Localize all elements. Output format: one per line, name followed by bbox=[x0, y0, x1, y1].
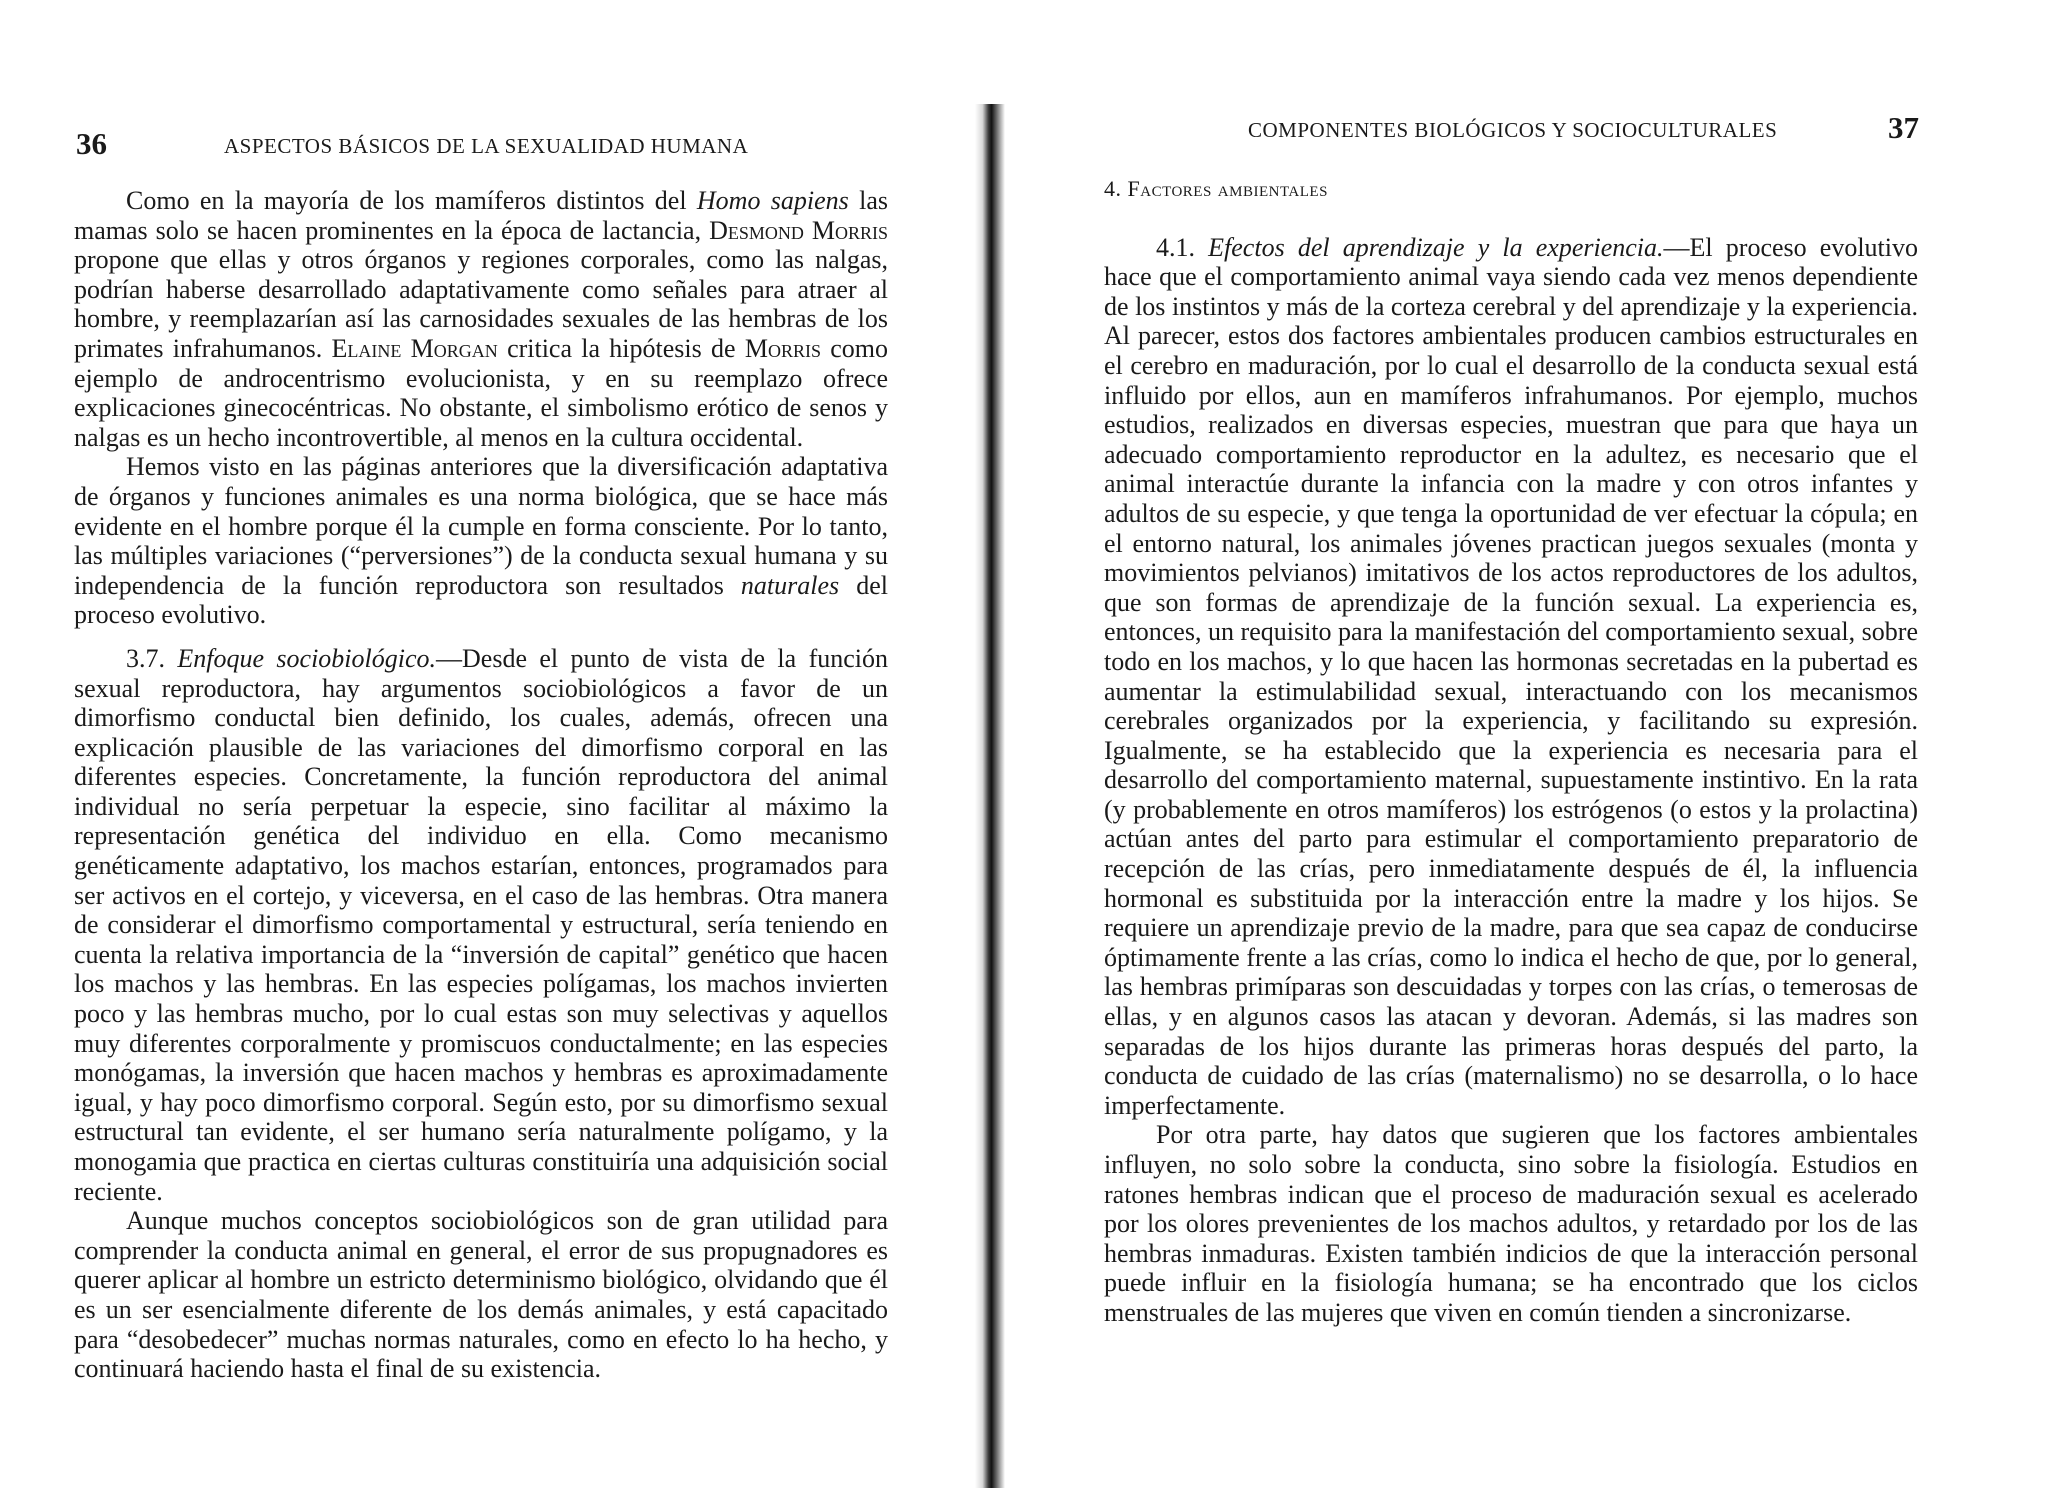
paragraph bbox=[74, 452, 888, 630]
text-run: critica la hipótesis de bbox=[497, 333, 745, 363]
text-run: las mamas solo se hacen prominentes en la época de lactancia, bbox=[74, 186, 888, 245]
section-heading: Enfoque sociobiológico. bbox=[177, 643, 437, 673]
author-name: Morris bbox=[744, 333, 821, 363]
running-head: ASPECTOS BÁSICOS DE LA SEXUALIDAD HUMANA bbox=[224, 134, 749, 158]
italic-term: Homo sapiens bbox=[696, 186, 849, 215]
page-number: 36 bbox=[76, 126, 107, 161]
paragraph: Por otra parte, hay datos que sugieren que los factores ambientales influyen, no solo sobre la conducta, sino sobre la fisiología. Estudios en ratones hembras indican que el proceso de maduración sexual es acelerado por los olores prevenientes de los machos adultos, y retardado por los de las hembras inmaduras. Existen también indicios de que la interacción personal puede influir en la fisiología humana; se ha encontrado que los ciclos menstruales de las mujeres que viven en común tienden a sincronizarse. bbox=[1104, 1120, 1918, 1327]
section-heading: Efectos del aprendizaje y la experiencia. bbox=[1208, 232, 1664, 262]
text-column bbox=[74, 186, 888, 1384]
section-number: 4.1. bbox=[1156, 232, 1209, 262]
text-run: Hemos visto en las páginas anteriores que la diversificación adaptativa de órganos y funciones animales es una norma biológica, que se hace más evidente en el hombre porque él la cumple en forma consciente. Por lo tanto, las múltiples variaciones (“perversiones”) de la conducta sexual humana y su independencia de la función reproductora son resultados bbox=[74, 452, 888, 600]
text-run: —El proceso evolutivo hace que el comportamiento animal vaya siendo cada vez menos dependiente de los instintos y más de la corteza cerebral y del aprendizaje y la experiencia. Al parecer, estos dos factores ambientales producen cambios estructurales en el cerebro en maduración, por lo cual el desarrollo de la conducta sexual está influido por ellos, aun en mamíferos infrahumanos. Por ejemplo, muchos estudios, realizados en diversas especies, muestran que para que haya un adecuado comportamiento reproductor en la adultez, es necesario que el animal interactúe durante la infancia con la madre y con otros infantes y adultos de su especie, y que tenga la oportunidad de ver efectuar la cópula; en el entorno natural, los animales jóvenes practican juegos sexuales (monta y movimientos pelvianos) imitativos de los actos reproductores de los adultos, que son formas de aprendizaje de la función sexual. La experiencia es, entonces, un requisito para la manifestación del comportamiento sexual, sobre todo en los machos, y lo que hacen las hormonas secretadas en la pubertad es aumentar la estimulabilidad sexual, interactuando con los mecanismos cerebrales organizados por la experiencia, y facilitando su expresión. Igualmente, se ha establecido que la experiencia es necesaria para el desarrollo del comportamiento maternal, supuestamente instintivo. En la rata (y probablemente en otros mamíferos) los estrógenos (o estos y la prolactina) actúan antes del parto para estimular el comportamiento preparatorio de recepción de las crías, pero inmediatamente después de él, la influencia hormonal es substituida por la interacción entre la madre y los hijos. Se requiere un aprendizaje previo de la madre, para que sea capaz de conducirse óptimamente frente a las crías, como lo indica el hecho de que, por lo general, las hembras primíparas son descuidadas y torpes con las crías, o temerosas de ellas, y en algunos casos las atacan y devoran. Además, si las madres son separadas de los hijos durante las primeras horas después del parto, la conducta de cuidado de las crías (maternalismo) no se desarrolla, o lo hace imperfectamente. bbox=[1104, 232, 1919, 1120]
left-page bbox=[0, 0, 990, 1492]
text-column bbox=[1104, 174, 1918, 1328]
author-name: Elaine Morgan bbox=[331, 333, 498, 363]
text-run: propone que ellas y otros órganos y regiones corporales, como las nalgas, podrían haberse desarrollado adaptativamente como señales para atraer al hombre, y reemplazarían así las carnosidades sexuales de las hembras de los primates infrahumanos. bbox=[74, 245, 888, 363]
text-run: del proceso evolutivo. bbox=[74, 570, 888, 630]
running-head: COMPONENTES BIOLÓGICOS Y SOCIOCULTURALES bbox=[1248, 118, 1778, 142]
section-title: 4. Factores ambientales bbox=[1104, 176, 1328, 201]
paragraph bbox=[74, 186, 888, 452]
italic-term: naturales bbox=[740, 570, 840, 600]
text-run: Como en la mayoría de los mamíferos distintos del bbox=[126, 186, 697, 215]
section-paragraph bbox=[1104, 233, 1918, 1121]
section-number: 3.7. bbox=[126, 643, 178, 673]
text-run: como ejemplo de androcentrismo evolucionista, y en su reemplazo ofrece explicaciones ginecocéntricas. No obstante, el simbolismo erótico de senos y nalgas es un hecho incontrovertible, al menos en la cultura occidental. bbox=[74, 333, 889, 452]
right-page bbox=[1000, 0, 2048, 1492]
page-number: 37 bbox=[1888, 110, 1919, 145]
paragraph: Aunque muchos conceptos sociobiológicos son de gran utilidad para comprender la conducta animal en general, el error de sus propugnadores es querer aplicar al hombre un estricto determinismo biológico, olvidando que él es un ser esencialmente diferente de los demás animales, y está capacitado para “desobedecer” muchas normas naturales, como en efecto lo ha hecho, y continuará haciendo hasta el final de su existencia. bbox=[74, 1206, 888, 1384]
text-run: —Desde el punto de vista de la función sexual reproductora, hay argumentos sociobiológicos a favor de un dimorfismo conductal bien definido, los cuales, además, ofrecen una explicación plausible de las variaciones del dimorfismo corporal en las diferentes especies. Concretamente, la función reproductora del animal individual no sería perpetuar la especie, sino facilitar al máximo la representación genética del individuo en ella. Como mecanismo genéticamente adaptativo, los machos estarían, entonces, programados para ser activos en el cortejo, y viceversa, en el caso de las hembras. Otra manera de considerar el dimorfismo comportamental y estructural, sería teniendo en cuenta la relativa importancia de la “inversión de capital” genético que hacen los machos y las hembras. En las especies polígamas, los machos invierten poco y las hembras mucho, por lo cual estas son muy selectivas y aquellos muy diferentes corporalmente y promiscuos conductalmente; en las especies monógamas, la inversión que hacen machos y hembras es aproximadamente igual, y hay poco dimorfismo corporal. Según esto, por su dimorfismo sexual estructural tan evidente, el ser humano sería naturalmente polígamo, y la monogamia que practica en ciertas culturas constituiría una adquisición social reciente. bbox=[74, 643, 888, 1206]
section-paragraph bbox=[74, 644, 888, 1206]
author-name: Desmond Morris bbox=[709, 215, 888, 245]
